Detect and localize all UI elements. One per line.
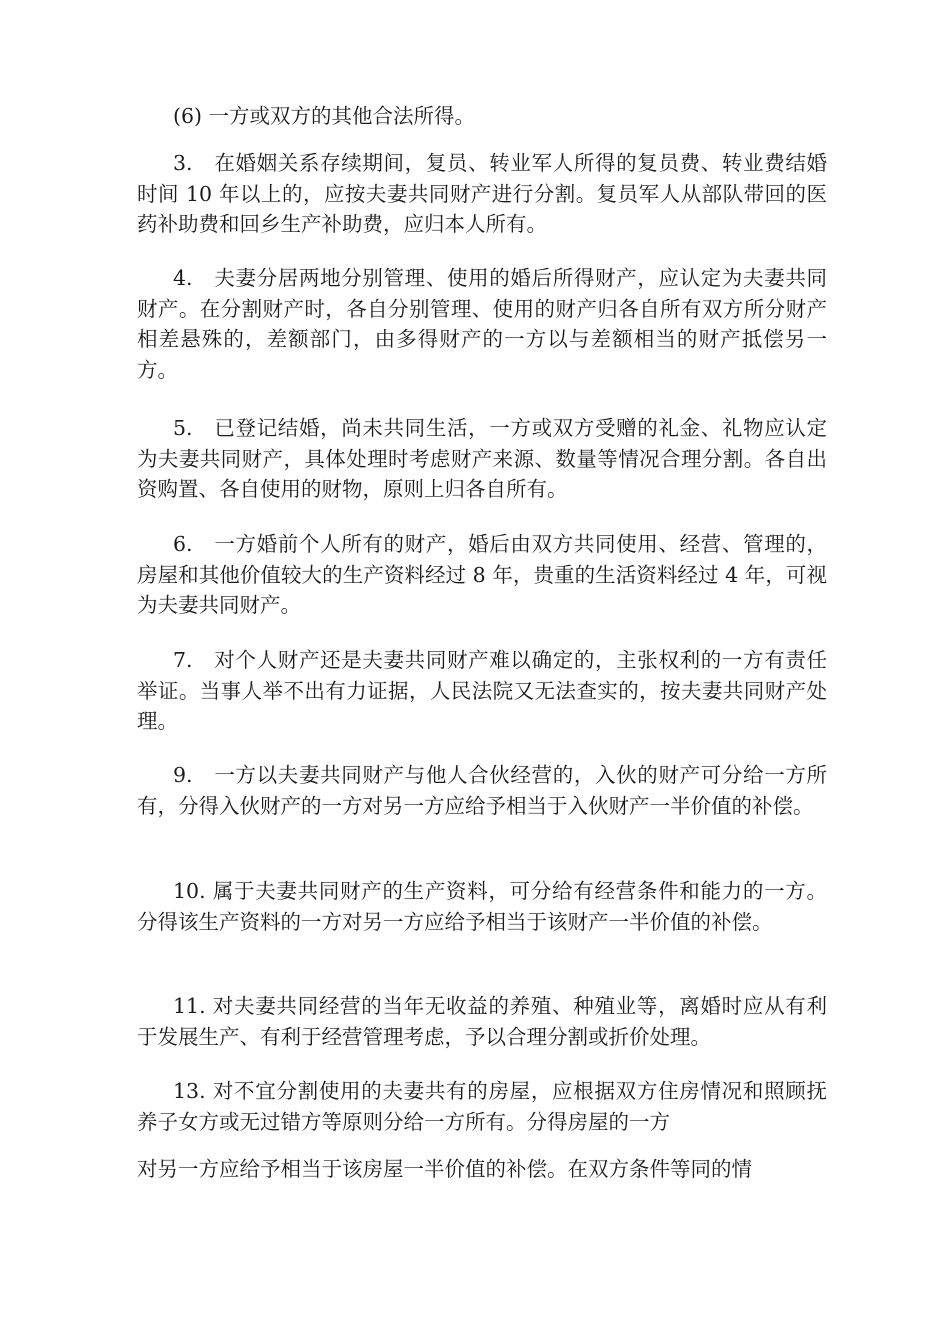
paragraph-text: 6. 一方婚前个人所有的财产，婚后由双方共同使用、经营、管理的，房屋和其他价值较大的生产资料经过 8 年，贵重的生活资料经过 4 年，可视为夫妻共同财产。	[137, 532, 827, 617]
paragraph-6	[137, 101, 827, 132]
paragraph-13	[137, 1076, 827, 1137]
paragraph-text: 7. 对个人财产还是夫妻共同财产难以确定的，主张权利的一方有责任举证。当事人举不出有力证据，人民法院又无法查实的，按夫妻共同财产处理。	[137, 648, 827, 733]
paragraph-6-item	[137, 529, 827, 621]
paragraph-4	[137, 263, 827, 385]
paragraph-13-continued	[137, 1154, 827, 1185]
paragraph-text: 3. 在婚姻关系存续期间，复员、转业军人所得的复员费、转业费结婚时间 10 年以上的，应按夫妻共同财产进行分割。复员军人从部队带回的医药补助费和回乡生产补助费，应归本人所有。	[137, 151, 827, 236]
paragraph-text: 5. 已登记结婚，尚未共同生活，一方或双方受赠的礼金、礼物应认定为夫妻共同财产，具体处理时考虑财产来源、数量等情况合理分割。各自出资购置、各自使用的财物，原则上归各自所有。	[137, 416, 827, 501]
paragraph-text: 9. 一方以夫妻共同财产与他人合伙经营的，入伙的财产可分给一方所有，分得入伙财产的一方对另一方应给予相当于入伙财产一半价值的补偿。	[137, 763, 827, 818]
paragraph-text: 10. 属于夫妻共同财产的生产资料，可分给有经营条件和能力的一方。分得该生产资料的一方对另一方应给予相当于该财产一半价值的补偿。	[137, 879, 827, 934]
paragraph-3	[137, 148, 827, 240]
paragraph-text: 对另一方应给予相当于该房屋一半价值的补偿。在双方条件等同的情	[137, 1157, 752, 1181]
paragraph-text: 4. 夫妻分居两地分别管理、使用的婚后所得财产，应认定为夫妻共同财产。在分割财产时，各自分别管理、使用的财产归各自所有双方所分财产相差悬殊的，差额部门，由多得财产的一方以与差额相当的财产抵偿另一方。	[137, 266, 827, 382]
paragraph-text: 11. 对夫妻共同经营的当年无收益的养殖、种殖业等，离婚时应从有利于发展生产、有利于经营管理考虑，予以合理分割或折价处理。	[137, 994, 827, 1049]
paragraph-9	[137, 760, 827, 821]
paragraph-text: 13. 对不宜分割使用的夫妻共有的房屋，应根据双方住房情况和照顾抚养子女方或无过错方等原则分给一方所有。分得房屋的一方	[137, 1079, 827, 1134]
paragraph-7	[137, 645, 827, 737]
paragraph-text: (6) 一方或双方的其他合法所得。	[173, 104, 476, 128]
paragraph-11	[137, 991, 827, 1052]
paragraph-10	[137, 876, 827, 937]
paragraph-5	[137, 413, 827, 505]
